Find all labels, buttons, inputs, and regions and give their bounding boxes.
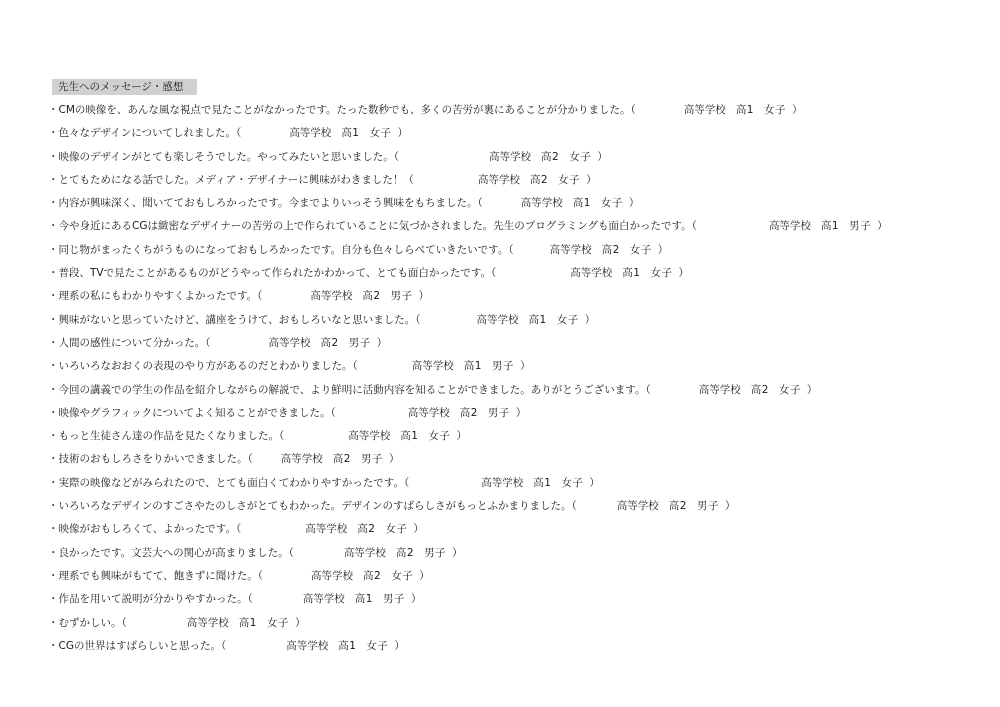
school-label: 高等学校: [348, 430, 391, 443]
gender-label: 女子: [266, 616, 289, 629]
comment-row: [48, 565, 988, 588]
comment-text: ・いろいろなおおくの表現のやり方があるのだとわかりました。（: [48, 360, 358, 373]
grade-label: 高1: [533, 476, 552, 489]
closing-parenthesis: ）: [388, 453, 400, 466]
comment-text: ・同じ物がまったくちがうものになっておもしろかったです。自分も色々しらべていきたいです。（: [48, 243, 514, 256]
gender-label: 男子: [491, 360, 514, 373]
closing-parenthesis: ）: [376, 336, 388, 349]
gender-label: 女子: [569, 150, 592, 163]
school-label: 高等学校: [616, 500, 659, 513]
comment-row: [48, 425, 988, 448]
closing-parenthesis: ）: [419, 569, 430, 582]
comment-row: [48, 402, 988, 425]
gender-label: 女子: [629, 243, 652, 256]
grade-label: 高1: [238, 616, 257, 629]
school-label: 高等学校: [268, 336, 311, 349]
school-label: 高等学校: [302, 593, 345, 606]
closing-parenthesis: ）: [394, 639, 405, 652]
comment-text: ・いろいろなデザインのすごさやたのしさがとてもわかった。デザインのすばらしさがもっとふかまりました。（: [48, 500, 577, 513]
grade-label: 高2: [750, 383, 769, 396]
comment-text: ・内容が興味深く、聞いてておもしろかったです。今までよりいっそう興味をもちました。（: [48, 197, 483, 210]
gender-label: 女子: [778, 383, 801, 396]
comment-text: ・興味がないと思っていたけど、講座をうけて、おもしろいなと思いました。（: [48, 313, 421, 326]
closing-parenthesis: ）: [628, 197, 640, 210]
grade-label: 高2: [332, 453, 351, 466]
grade-label: 高2: [320, 336, 339, 349]
comment-text: ・技術のおもしろさをりかいできました。（: [48, 453, 253, 466]
grade-label: 高1: [820, 220, 840, 233]
school-label: 高等学校: [683, 104, 726, 116]
school-label: 高等学校: [698, 383, 741, 396]
grade-label: 高2: [459, 406, 478, 419]
comment-text: ・今や身近にあるCGは緻密なデザイナーの苦労の上で作られていることに気づかされました。先生のプログラミングも面白かったです。（: [48, 220, 697, 233]
comment-text: ・もっと生徒さん達の作品を見たくなりました。（: [48, 430, 285, 443]
closing-parenthesis: ）: [806, 383, 818, 396]
grade-label: 高1: [400, 430, 419, 443]
gender-label: 女子: [650, 267, 673, 280]
school-label: 高等学校: [476, 313, 519, 326]
closing-parenthesis: ）: [792, 104, 803, 116]
school-label: 高等学校: [407, 406, 450, 419]
school-label: 高等学校: [280, 453, 323, 466]
comment-row: [48, 169, 988, 192]
grade-label: 高2: [395, 546, 415, 559]
gender-label: 男子: [360, 453, 383, 466]
gender-label: 女子: [385, 523, 408, 536]
comment-text: ・今回の講義での学生の作品を紹介しながらの解説で、より鮮明に活動内容を知ることができました。ありがとうございます。（: [48, 383, 651, 396]
school-label: 高等学校: [411, 360, 454, 373]
comment-text: ・色々なデザインについてしれました。（: [48, 127, 242, 140]
grade-label: 高2: [362, 290, 381, 303]
grade-label: 高2: [541, 150, 560, 163]
grade-label: 高2: [363, 569, 382, 582]
comment-text: ・人間の感性について分かった。（: [48, 336, 211, 349]
grade-label: 高2: [357, 523, 376, 536]
comment-row: [48, 612, 988, 635]
school-label: 高等学校: [549, 243, 592, 256]
grade-label: 高1: [735, 104, 754, 116]
closing-parenthesis: ）: [519, 360, 531, 373]
comment-row: [48, 122, 988, 145]
closing-parenthesis: ）: [294, 616, 306, 629]
comment-row: [48, 146, 988, 169]
school-label: 高等学校: [186, 616, 229, 629]
gender-label: 女子: [366, 639, 389, 652]
comment-row: [48, 588, 988, 611]
closing-parenthesis: ）: [597, 150, 608, 163]
school-label: 高等学校: [520, 197, 563, 210]
comment-row: [48, 518, 988, 541]
closing-parenthesis: ）: [456, 430, 467, 443]
comment-row: [48, 379, 988, 402]
gender-label: 男子: [849, 220, 872, 233]
school-label: 高等学校: [768, 220, 811, 233]
grade-label: 高1: [572, 197, 591, 210]
comment-text: ・CGの世界はすばらしいと思った。（: [48, 639, 227, 652]
grade-label: 高1: [354, 593, 373, 606]
comment-row: [48, 355, 988, 378]
comment-row: [48, 472, 988, 495]
comment-text: ・CMの映像を、あんな風な視点で見たことがなかったです。たった数秒でも、多くの苦労が裏にあることが分かりました。（: [48, 104, 636, 116]
closing-parenthesis: ）: [584, 313, 596, 326]
comment-list: [48, 99, 988, 658]
comment-text: ・作品を用いて説明が分かりやすかった。（: [48, 593, 253, 606]
gender-label: 男子: [487, 406, 510, 419]
gender-label: 男子: [382, 593, 405, 606]
school-label: 高等学校: [343, 546, 386, 559]
closing-parenthesis: ）: [657, 243, 669, 256]
closing-parenthesis: ）: [397, 127, 408, 140]
comment-row: [48, 448, 988, 471]
closing-parenthesis: ）: [877, 220, 888, 233]
comment-row: [48, 635, 988, 658]
gender-label: 男子: [390, 290, 413, 303]
gender-label: 女子: [369, 127, 392, 140]
grade-label: 高1: [463, 360, 482, 373]
comment-row: [48, 285, 988, 308]
gender-label: 女子: [391, 569, 414, 582]
comment-row: [48, 215, 988, 238]
school-label: 高等学校: [489, 150, 532, 163]
gender-label: 女子: [600, 197, 623, 210]
comment-text: ・映像やグラフィックについてよく知ることができました。（: [48, 406, 336, 419]
comment-row: [48, 99, 988, 122]
school-label: 高等学校: [286, 639, 329, 652]
grade-label: 高2: [668, 500, 687, 513]
grade-label: 高1: [338, 639, 357, 652]
comment-text: ・とてもためになる話でした。メディア・デザイナーに興味がわきました！（: [48, 173, 414, 186]
comment-text: ・映像がおもしろくて、よかったです。（: [48, 523, 242, 536]
closing-parenthesis: ）: [515, 406, 527, 419]
comment-text: ・理系でも興味がもてて、飽きずに聞けた。（: [48, 569, 264, 582]
grade-label: 高2: [529, 173, 549, 186]
comment-text: ・理系の私にもわかりやすくよかったです。（: [48, 290, 263, 303]
comment-row: [48, 309, 988, 332]
school-label: 高等学校: [289, 127, 332, 140]
closing-parenthesis: ）: [586, 173, 597, 186]
comment-text: ・むずかしい。（: [48, 616, 127, 629]
comment-row: [48, 542, 988, 565]
school-label: 高等学校: [310, 290, 353, 303]
comment-text: ・普段、TVで見たことがあるものがどうやって作られたかわかって、とても面白かったです。（: [48, 267, 497, 280]
gender-label: 女子: [556, 313, 579, 326]
closing-parenthesis: ）: [724, 500, 736, 513]
closing-parenthesis: ）: [678, 267, 689, 280]
comment-text: ・映像のデザインがとても楽しそうでした。やってみたいと思いました。（: [48, 150, 400, 163]
school-label: 高等学校: [570, 267, 613, 280]
closing-parenthesis: ）: [410, 593, 422, 606]
gender-label: 男子: [348, 336, 371, 349]
gender-label: 女子: [764, 104, 786, 116]
comment-row: [48, 192, 988, 215]
comment-row: [48, 239, 988, 262]
grade-label: 高1: [622, 267, 641, 280]
grade-label: 高1: [341, 127, 360, 140]
grade-label: 高2: [601, 243, 620, 256]
school-label: 高等学校: [477, 173, 520, 186]
comment-text: ・実際の映像などがみられたので、とても面白くてわかりやすかったです。（: [48, 476, 410, 489]
gender-label: 女子: [561, 476, 584, 489]
school-label: 高等学校: [311, 569, 354, 582]
gender-label: 女子: [428, 430, 451, 443]
comment-text: ・良かったです。文芸大への関心が高まりました。（: [48, 546, 294, 559]
gender-label: 女子: [558, 173, 581, 186]
school-label: 高等学校: [305, 523, 348, 536]
grade-label: 高1: [528, 313, 547, 326]
closing-parenthesis: ）: [452, 546, 463, 559]
gender-label: 男子: [424, 546, 447, 559]
comment-row: [48, 332, 988, 355]
comment-row: [48, 495, 988, 518]
section-heading: 先生へのメッセージ・感想: [52, 79, 197, 95]
closing-parenthesis: ）: [589, 476, 600, 489]
comment-row: [48, 262, 988, 285]
closing-parenthesis: ）: [418, 290, 430, 303]
closing-parenthesis: ）: [413, 523, 424, 536]
school-label: 高等学校: [481, 476, 524, 489]
gender-label: 男子: [696, 500, 719, 513]
